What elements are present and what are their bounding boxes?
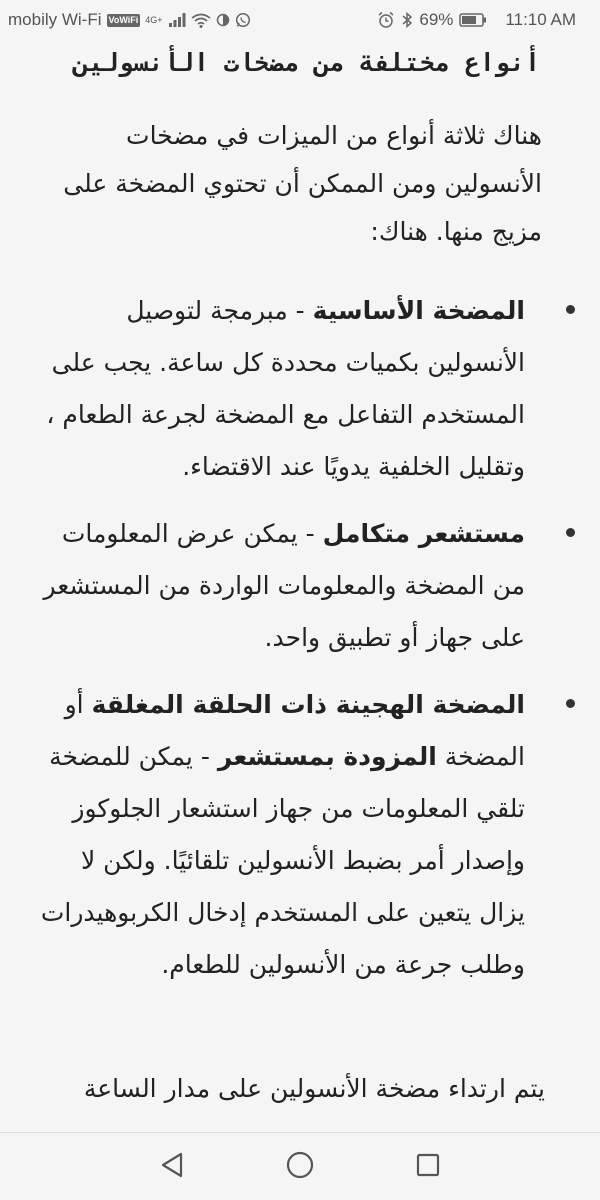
recents-button[interactable]	[408, 1145, 448, 1185]
feature-description: - يمكن عرض المعلومات من المضخة والمعلومات الواردة من المستشعر على جهاز أو تطبيق واحد.	[43, 519, 525, 652]
network-type-label: 4G+	[145, 15, 163, 25]
feature-description: - مبرمجة لتوصيل الأنسولين بكميات محددة كل ساعة. يجب على المستخدم التفاعل مع المضخة لجرعة الطعام ، وتقليل الخلفية يدويًا عند الاقتضاء.	[46, 296, 525, 481]
clock-time: 11:10 AM	[505, 10, 576, 29]
bullet-icon	[566, 699, 575, 708]
home-button[interactable]	[280, 1145, 320, 1185]
status-bar	[0, 0, 600, 40]
signal-strength-icon	[168, 13, 186, 27]
intro-paragraph: هناك ثلاثة أنواع من الميزات في مضخات الأنسولين ومن الممكن أن تحتوي المضخة على مزيج منها. هناك:	[63, 121, 542, 246]
bluetooth-icon	[401, 11, 413, 29]
list-item	[35, 285, 525, 493]
data-saver-icon	[216, 13, 230, 27]
list-item	[35, 679, 525, 991]
bullet-icon	[566, 528, 575, 537]
bullet-icon	[566, 305, 575, 314]
feature-connector: أو المضخة	[64, 690, 525, 771]
feature-term: المضخة الأساسية	[312, 296, 525, 325]
status-right-group	[377, 0, 576, 40]
article-content	[0, 40, 600, 1130]
feature-term-secondary: المزودة بمستشعر	[217, 742, 437, 771]
feature-term: مستشعر متكامل	[322, 519, 525, 548]
carrier-label: mobily Wi-Fi	[8, 10, 102, 29]
battery-percent: 69%	[419, 10, 454, 29]
feature-list	[35, 285, 525, 1006]
feature-description: - يمكن للمضخة تلقي المعلومات من جهاز استشعار الجلوكوز وإصدار أمر بضبط الأنسولين تلقائيًا. ولكن لا يزال يتعين على المستخدم إدخال الكربوهيدرات وطلب جرعة من الأنسولين للطعام.	[40, 742, 525, 979]
back-button[interactable]	[152, 1145, 192, 1185]
vowifi-badge: VoWiFi	[108, 14, 139, 25]
feature-term: المضخة الهجينة ذات الحلقة المغلقة	[91, 690, 525, 719]
article-heading: أنواع مختلفة من مضخات الأنسولين	[73, 48, 540, 77]
home-circle-icon	[285, 1150, 315, 1180]
battery-icon	[459, 13, 487, 27]
wifi-icon	[191, 13, 211, 28]
alarm-clock-icon	[377, 11, 395, 29]
list-item	[35, 508, 525, 664]
navigation-bar	[0, 1133, 600, 1200]
bottom-paragraph: يتم ارتداء مضخة الأنسولين على مدار الساعة	[83, 1074, 545, 1103]
back-triangle-icon	[159, 1151, 185, 1179]
whatsapp-icon	[235, 12, 251, 28]
recents-square-icon	[415, 1152, 441, 1178]
status-left-group	[8, 0, 251, 40]
